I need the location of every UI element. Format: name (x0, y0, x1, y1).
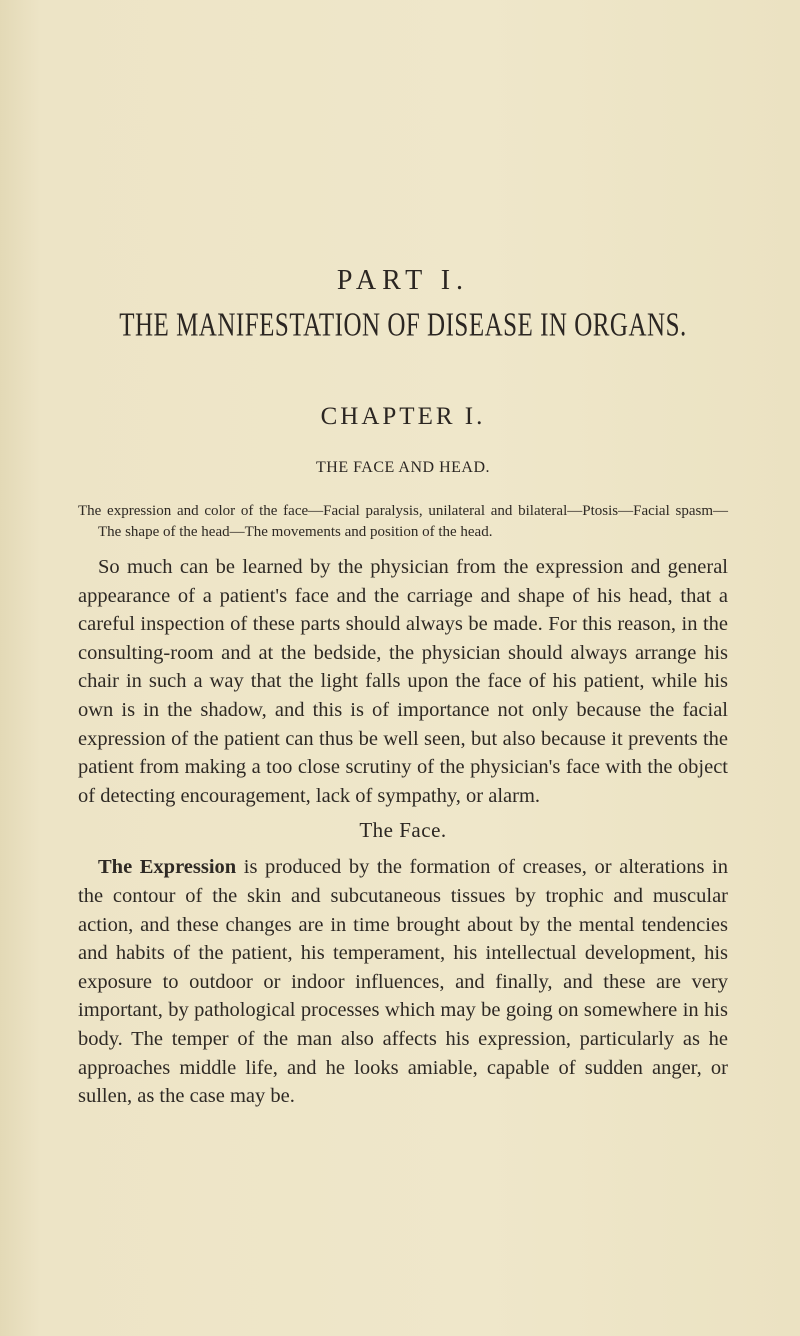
chapter-heading: CHAPTER I. (320, 403, 486, 430)
chapter-subheading: THE FACE AND HEAD. (315, 459, 491, 476)
part-heading: PART I. (336, 265, 470, 296)
book-heading: THE MANIFESTATION OF DISEASE IN ORGANS. (119, 307, 687, 344)
paragraph-intro: So much can be learned by the physician from the expression and general appearance of a patient's face and the carriage and shape of his head, that a careful inspection of these parts should always be made. For this reason, in the consulting-room and at the bedside, the physician should always arrange his chair in such a way that the light falls upon the face of his patient, while his own is in the shadow, and this is of importance not only because the facial expression of the patient can thus be well seen, but also because it prevents the patient from making a too close scrutiny of the physician's face with the object of detecting encouragement, lack of sympathy, or alarm. (78, 556, 728, 807)
paragraph-lead-term: The Expression (98, 856, 237, 879)
paragraph-body: is produced by the formation of creases, or alterations in the contour of the skin and subcutaneous tissues by trophic and muscular action, and these changes are in time brought about by the mental tendencies and habits of the patient, his temperament, his intellectual development, his exposure to outdoor or indoor influences, and finally, and these are very important, by pathological processes which may be going on somewhere in his body. The temper of the man also affects his expression, particularly as he approaches middle life, and he looks amiable, capable of sudden anger, or sullen, as the case may be. (78, 856, 728, 1108)
chapter-summary: The expression and color of the face—Facial paralysis, unilateral and bilateral—Ptosis—Facial spasm—The shape of the head—The movements and position of the head. (78, 503, 728, 540)
paragraph-expression (78, 853, 728, 1110)
section-heading-face: The Face. (359, 818, 447, 843)
page-content (78, 265, 728, 1111)
